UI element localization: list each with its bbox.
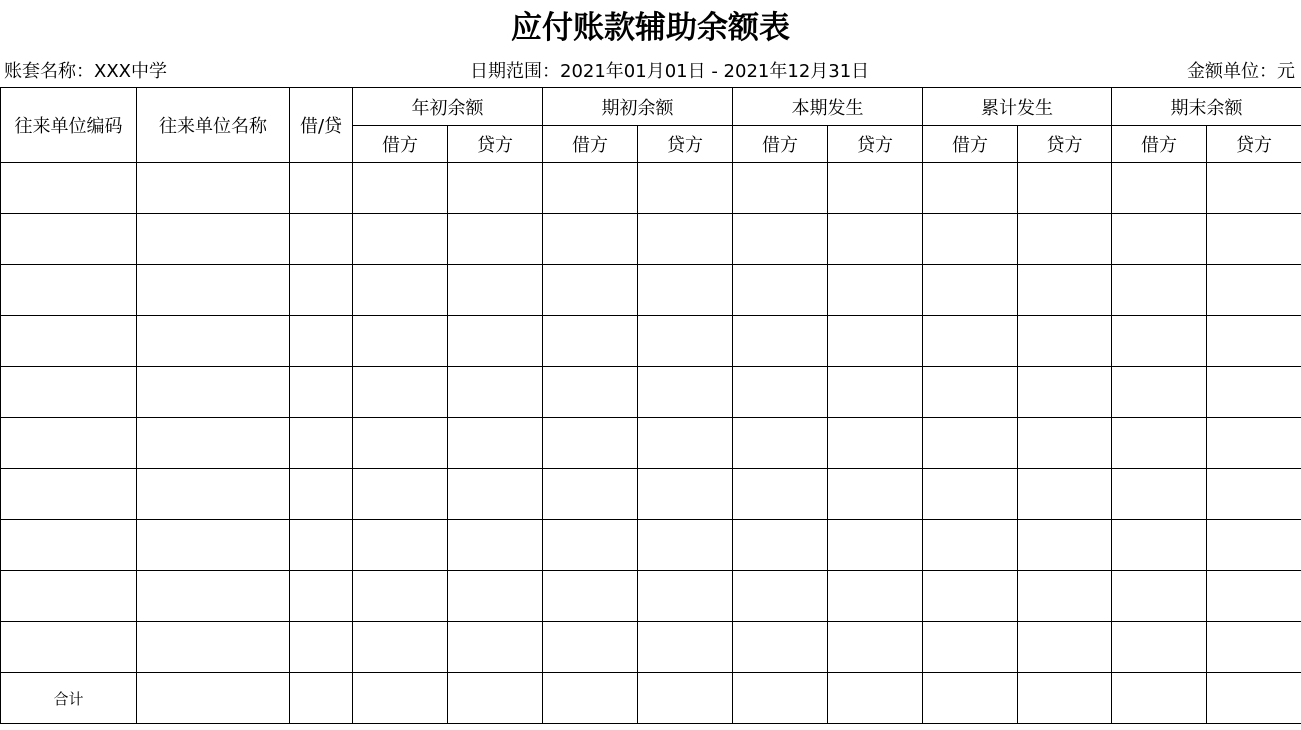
table-cell [828, 214, 923, 265]
table-cell [923, 469, 1018, 520]
table-cell [733, 367, 828, 418]
total-cell [1018, 673, 1112, 724]
header-counterparty-name: 往来单位名称 [137, 88, 290, 163]
table-cell [733, 520, 828, 571]
table-cell [923, 418, 1018, 469]
table-cell [543, 520, 638, 571]
header-credit: 贷方 [448, 126, 543, 163]
table-cell [290, 265, 353, 316]
table-cell [733, 214, 828, 265]
table-cell [638, 367, 733, 418]
table-cell [733, 265, 828, 316]
total-cell [828, 673, 923, 724]
table-cell [828, 469, 923, 520]
table-row [1, 367, 1301, 418]
table-cell [1112, 622, 1207, 673]
table-cell [923, 520, 1018, 571]
table-cell [733, 469, 828, 520]
table-cell [923, 265, 1018, 316]
table-cell [543, 316, 638, 367]
table-cell [137, 622, 290, 673]
table-cell [290, 520, 353, 571]
table-cell [1018, 214, 1112, 265]
header-group-closing: 期末余额 [1112, 88, 1301, 126]
table-cell [1, 469, 137, 520]
table-row [1, 316, 1301, 367]
date-range-label: 日期范围：2021年01月01日 - 2021年12月31日 [470, 61, 870, 82]
table-cell [1, 265, 137, 316]
table-cell [353, 622, 448, 673]
table-cell [1018, 316, 1112, 367]
total-row [1, 673, 1301, 724]
table-cell [448, 265, 543, 316]
table-cell [828, 571, 923, 622]
table-cell [1, 163, 137, 214]
report-title: 应付账款辅助余额表 [511, 10, 790, 46]
table-cell [1207, 520, 1301, 571]
total-cell [733, 673, 828, 724]
total-cell [638, 673, 733, 724]
header-group-period-opening: 期初余额 [543, 88, 733, 126]
table-cell [543, 418, 638, 469]
table-cell [543, 265, 638, 316]
total-cell [353, 673, 448, 724]
header-credit: 贷方 [1207, 126, 1301, 163]
header-credit: 贷方 [638, 126, 733, 163]
table-cell [638, 418, 733, 469]
table-cell [733, 622, 828, 673]
table-row [1, 469, 1301, 520]
table-cell [1207, 265, 1301, 316]
table-cell [353, 418, 448, 469]
table-cell [1112, 163, 1207, 214]
total-cell [448, 673, 543, 724]
table-cell [137, 520, 290, 571]
table-row [1, 520, 1301, 571]
table-cell [1207, 367, 1301, 418]
total-cell [923, 673, 1018, 724]
table-cell [733, 571, 828, 622]
table-cell [1, 316, 137, 367]
table-cell [543, 571, 638, 622]
table-cell [1018, 265, 1112, 316]
header-debit: 借方 [733, 126, 828, 163]
currency-unit-label: 金额单位：元 [1187, 61, 1295, 82]
table-cell [828, 163, 923, 214]
table-cell [448, 418, 543, 469]
table-cell [353, 214, 448, 265]
table-row [1, 571, 1301, 622]
table-cell [923, 316, 1018, 367]
table-cell [638, 520, 733, 571]
total-cell [543, 673, 638, 724]
table-cell [828, 265, 923, 316]
total-label: 合计 [1, 673, 137, 724]
table-body [1, 163, 1301, 724]
table-row [1, 163, 1301, 214]
table-row [1, 265, 1301, 316]
table-cell [290, 622, 353, 673]
table-cell [1112, 316, 1207, 367]
table-cell [638, 265, 733, 316]
table-cell [290, 367, 353, 418]
table-cell [543, 469, 638, 520]
header-counterparty-code: 往来单位编码 [1, 88, 137, 163]
table-cell [733, 418, 828, 469]
table-cell [290, 418, 353, 469]
total-cell [1207, 673, 1301, 724]
table-cell [923, 571, 1018, 622]
table-row [1, 418, 1301, 469]
table-cell [137, 316, 290, 367]
table-cell [1, 571, 137, 622]
table-cell [137, 214, 290, 265]
table-cell [638, 214, 733, 265]
table-cell [1, 520, 137, 571]
header-debit: 借方 [1112, 126, 1207, 163]
table-cell [828, 520, 923, 571]
header-debit: 借方 [923, 126, 1018, 163]
table-cell [1207, 214, 1301, 265]
table-cell [923, 367, 1018, 418]
table-cell [543, 367, 638, 418]
table-cell [1207, 418, 1301, 469]
header-debit: 借方 [353, 126, 448, 163]
table-cell [353, 265, 448, 316]
account-set-label: 账套名称：XXX中学 [4, 61, 167, 82]
header-group-cumulative: 累计发生 [923, 88, 1112, 126]
total-cell [290, 673, 353, 724]
table-cell [137, 469, 290, 520]
table-cell [828, 622, 923, 673]
table-cell [1, 367, 137, 418]
table-cell [1112, 418, 1207, 469]
table-cell [137, 265, 290, 316]
table-cell [290, 214, 353, 265]
header-credit: 贷方 [1018, 126, 1112, 163]
table-cell [137, 367, 290, 418]
table-cell [638, 571, 733, 622]
table-cell [1207, 469, 1301, 520]
total-cell [1112, 673, 1207, 724]
table-cell [1207, 622, 1301, 673]
table-cell [448, 214, 543, 265]
table-cell [923, 622, 1018, 673]
table-cell [1112, 214, 1207, 265]
table-cell [290, 469, 353, 520]
table-cell [353, 571, 448, 622]
table-cell [1112, 265, 1207, 316]
table-cell [353, 163, 448, 214]
total-cell [137, 673, 290, 724]
table-cell [137, 418, 290, 469]
table-cell [543, 163, 638, 214]
table-cell [1, 622, 137, 673]
table-cell [638, 163, 733, 214]
header-credit: 贷方 [828, 126, 923, 163]
table-cell [448, 571, 543, 622]
table-cell [923, 163, 1018, 214]
table-cell [448, 163, 543, 214]
table-cell [448, 316, 543, 367]
balance-table [0, 87, 1301, 724]
table-cell [1018, 571, 1112, 622]
table-cell [1207, 316, 1301, 367]
table-cell [290, 571, 353, 622]
table-cell [1112, 469, 1207, 520]
table-cell [448, 520, 543, 571]
header-group-year-opening: 年初余额 [353, 88, 543, 126]
table-cell [1112, 367, 1207, 418]
table-cell [1018, 418, 1112, 469]
table-cell [1018, 367, 1112, 418]
table-row [1, 214, 1301, 265]
table-cell [1018, 520, 1112, 571]
table-cell [638, 622, 733, 673]
table-cell [543, 622, 638, 673]
table-cell [353, 316, 448, 367]
table-cell [448, 469, 543, 520]
table-cell [353, 367, 448, 418]
table-cell [1018, 469, 1112, 520]
table-cell [448, 367, 543, 418]
header-debit: 借方 [543, 126, 638, 163]
table-cell [543, 214, 638, 265]
table-cell [1112, 520, 1207, 571]
header-group-period-activity: 本期发生 [733, 88, 923, 126]
table-cell [638, 316, 733, 367]
table-row [1, 622, 1301, 673]
table-cell [733, 316, 828, 367]
table-cell [828, 316, 923, 367]
table-cell [1, 418, 137, 469]
table-cell [1018, 622, 1112, 673]
table-cell [733, 163, 828, 214]
header-row-groups [1, 88, 1301, 126]
table-cell [923, 214, 1018, 265]
table-cell [828, 418, 923, 469]
table-cell [137, 571, 290, 622]
table-cell [353, 520, 448, 571]
table-cell [1, 214, 137, 265]
table-cell [448, 622, 543, 673]
table-cell [638, 469, 733, 520]
table-cell [1207, 571, 1301, 622]
header-debit-credit: 借/贷 [290, 88, 353, 163]
table-cell [290, 163, 353, 214]
table-cell [290, 316, 353, 367]
table-cell [353, 469, 448, 520]
table-cell [828, 367, 923, 418]
table-cell [137, 163, 290, 214]
table-cell [1018, 163, 1112, 214]
table-cell [1112, 571, 1207, 622]
table-cell [1207, 163, 1301, 214]
